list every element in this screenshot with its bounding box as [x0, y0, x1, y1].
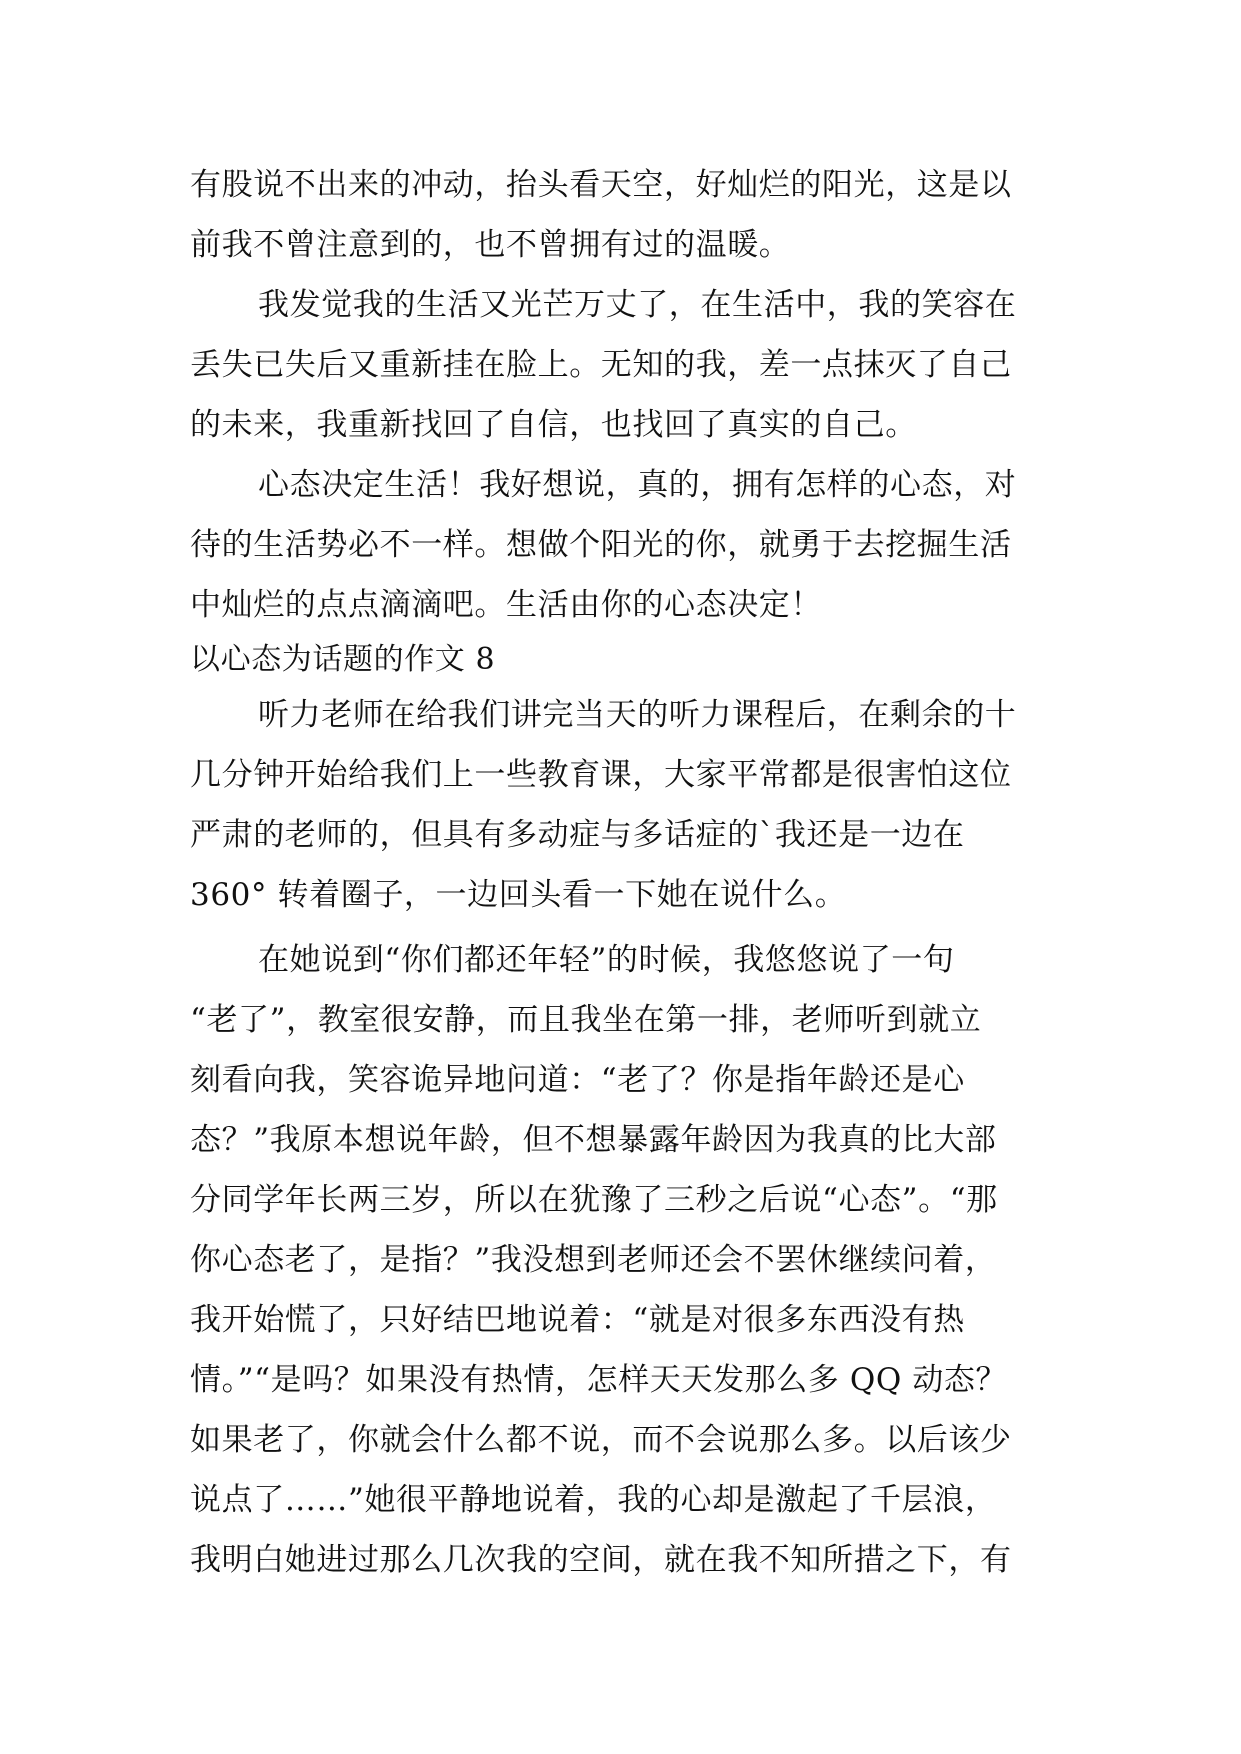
body-text-line: 说点了……”她很平静地说着，我的心却是激起了千层浪， [190, 1482, 997, 1518]
paragraph-first-line: 我发觉我的生活又光芒万丈了，在生活中，我的笑容在 [258, 287, 1017, 323]
body-text-line: 刻看向我，笑容诡异地问道：“老了？你是指年龄还是心 [190, 1062, 965, 1098]
body-text-line: 分同学年长两三岁，所以在犹豫了三秒之后说“心态”。“那 [190, 1182, 998, 1218]
paragraph-first-line: 心态决定生活！我好想说，真的，拥有怎样的心态，对 [258, 467, 1017, 503]
body-text-line: “老了”，教室很安静，而且我坐在第一排，老师听到就立 [190, 1002, 982, 1038]
body-text-line: 态？”我原本想说年龄，但不想暴露年龄因为我真的比大部 [190, 1122, 997, 1158]
body-text-line: 360° 转着圈子，一边回头看一下她在说什么。 [190, 877, 847, 913]
section-heading: 以心态为话题的作文 8 [190, 642, 496, 677]
body-text-line: 如果老了，你就会什么都不说，而不会说那么多。以后该少 [190, 1422, 1012, 1458]
body-text-line: 前我不曾注意到的，也不曾拥有过的温暖。 [190, 227, 791, 263]
paragraph-first-line: 在她说到“你们都还年轻”的时候，我悠悠说了一句 [258, 942, 955, 978]
body-text-line: 的未来，我重新找回了自信，也找回了真实的自己。 [190, 407, 917, 443]
body-text-line: 我明白她进过那么几次我的空间，就在我不知所措之下，有 [190, 1542, 1012, 1578]
body-text-line: 你心态老了，是指？”我没想到老师还会不罢休继续问着， [190, 1242, 997, 1278]
body-text-line: 待的生活势必不一样。想做个阳光的你，就勇于去挖掘生活 [190, 527, 1012, 563]
body-text-line: 有股说不出来的冲动，抬头看天空，好灿烂的阳光，这是以 [190, 167, 1012, 203]
body-text-line: 中灿烂的点点滴滴吧。生活由你的心态决定！ [190, 587, 822, 623]
body-text-line: 几分钟开始给我们上一些教育课，大家平常都是很害怕这位 [190, 757, 1012, 793]
body-text-line: 严肃的老师的，但具有多动症与多话症的`我还是一边在 [190, 817, 965, 853]
body-text-line: 情。”“是吗？如果没有热情，怎样天天发那么多 QQ 动态？ [190, 1362, 1008, 1398]
body-text-line: 我开始慌了，只好结巴地说着：“就是对很多东西没有热 [190, 1302, 965, 1338]
body-text-line: 丢失已失后又重新挂在脸上。无知的我，差一点抹灭了自己 [190, 347, 1012, 383]
paragraph-first-line: 听力老师在给我们讲完当天的听力课程后，在剩余的十 [258, 697, 1017, 733]
